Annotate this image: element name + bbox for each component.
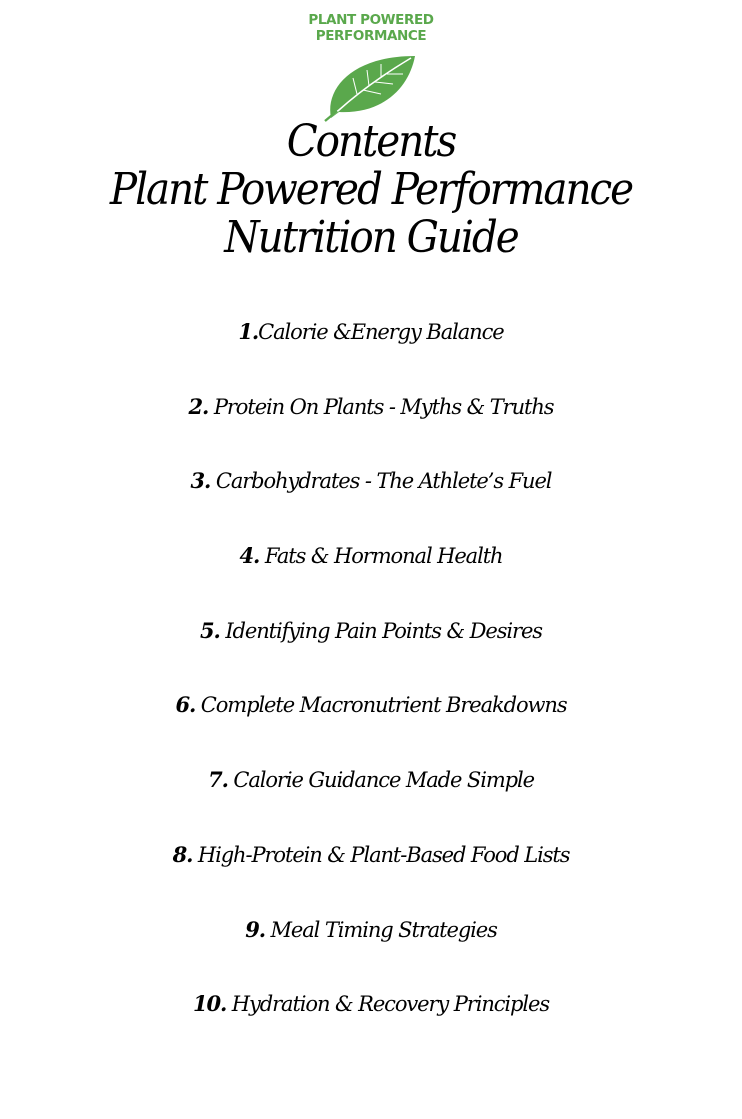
toc-item (0, 463, 742, 538)
toc-item-number: 6. (175, 692, 196, 718)
toc-item-text: Carbohydrates - The Athlete’s Fuel (210, 469, 552, 494)
toc-item-number: 2. (188, 393, 209, 419)
toc-item-number: 10. (192, 991, 227, 1017)
toc-item-text: Calorie &Energy Balance (258, 320, 504, 344)
toc-item-number: 8. (172, 841, 193, 867)
toc-item (0, 837, 742, 912)
logo-text-line2: PERFORMANCE (315, 28, 427, 44)
toc-item (0, 912, 742, 987)
table-of-contents (0, 314, 742, 1061)
toc-item-text: Calorie Guidance Made Simple (227, 768, 534, 793)
title-line-guide-name: Plant Powered Performance (109, 164, 633, 215)
toc-item-number: 7. (208, 767, 228, 793)
toc-item-text: Hydration & Recovery Principles (226, 992, 550, 1017)
toc-item (0, 986, 742, 1061)
toc-item-text: Complete Macronutrient Breakdowns (195, 693, 567, 718)
title-line-contents: Contents (286, 116, 456, 167)
toc-item-number: 5. (200, 617, 220, 643)
toc-item-number: 9. (245, 916, 265, 942)
toc-item (0, 613, 742, 688)
toc-item-number: 1. (238, 319, 259, 344)
toc-item-text: High-Protein & Plant-Based Food Lists (192, 842, 570, 867)
page-title (30, 118, 713, 262)
toc-item-text: Protein On Plants - Myths & Truths (208, 394, 554, 419)
toc-item-number: 4. (239, 543, 260, 569)
toc-item (0, 389, 742, 464)
toc-item-text: Identifying Pain Points & Desires (219, 618, 542, 643)
brand-logo (0, 12, 742, 122)
logo-text-line1: PLANT POWERED (308, 12, 434, 28)
toc-item-text: Meal Timing Strategies (264, 917, 497, 942)
toc-item-text: Fats & Hormonal Health (259, 544, 503, 569)
leaf-icon (323, 48, 419, 122)
toc-item (0, 687, 742, 762)
toc-item (0, 314, 742, 389)
toc-item (0, 538, 742, 613)
toc-item-number: 3. (190, 468, 211, 494)
toc-item (0, 762, 742, 837)
title-line-subtitle: Nutrition Guide (224, 212, 518, 263)
